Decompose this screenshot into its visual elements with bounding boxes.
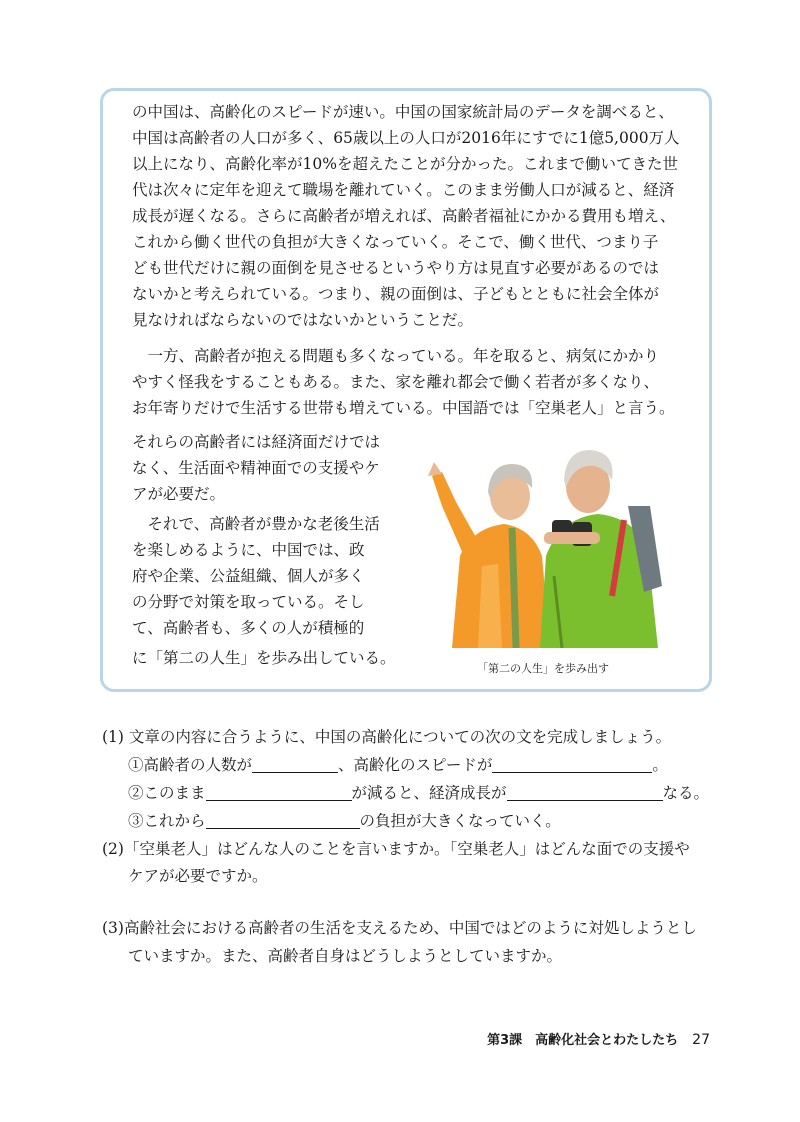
passage-line: の中国は、高齢化のスピードが速い。中国の国家統計局のデータを調べると、 <box>132 103 674 121</box>
elderly-couple-photo <box>412 436 674 648</box>
question-text: 文章の内容に合うように、中国の高齢化についての次の文を完成しましょう。 <box>128 728 672 746</box>
passage-line: て、高齢者も、多くの人が積極的 <box>132 619 365 637</box>
sentence-text: なる。 <box>662 784 710 802</box>
sentence-text: 。 <box>652 756 668 774</box>
passage-line: それらの高齢者には経済面だけでは <box>132 433 381 451</box>
sentence-text: 、高齢化のスピードが <box>338 756 493 774</box>
passage-line: アが必要だ。 <box>132 485 226 503</box>
passage-line: 一方、高齢者が抱える問題も多くなっている。年を取ると、病気にかかり <box>132 347 660 365</box>
question-3-line-2: ていますか。また、高齢者自身はどうしようとしていますか。 <box>128 947 563 965</box>
passage-line: これから働く世代の負担が大きくなっていく。そこで、働く世代、つまり子 <box>132 233 659 251</box>
passage-line: なく、生活面や精神面での支援やケ <box>132 459 380 477</box>
answer-blank[interactable] <box>206 784 352 801</box>
question-number: (3) <box>102 919 124 937</box>
answer-blank[interactable] <box>507 784 663 801</box>
question-text: 「空巣老人」はどんな人のことを言いますか。「空巣老人」はどんな面での支援や <box>123 840 690 858</box>
passage-line: の分野で対策を取っている。そし <box>132 593 365 611</box>
passage-line: 以上になり、高齢化率が10%を超えたことが分かった。これまで働いてきた世 <box>132 155 678 173</box>
passage-line: お年寄りだけで生活する世帯も増えている。中国語では「空巣老人」と言う。 <box>132 399 675 417</box>
sentence-text: ①高齢者の人数が <box>128 756 253 774</box>
passage-line: 中国は高齢者の人口が多く、65歳以上の人口が2016年にすでに1億5,000万人 <box>132 129 680 147</box>
sentence-text: が減ると、経済成長が <box>351 784 507 802</box>
passage-line: を楽しめるように、中国では、政 <box>132 541 365 559</box>
passage-line: やすく怪我をすることもある。また、家を離れ都会で働く若者が多くなり、 <box>132 373 660 391</box>
passage-line: に「第二の人生」を歩み出している。 <box>132 649 396 667</box>
answer-blank[interactable] <box>252 756 338 773</box>
question-text: 高齢社会における高齢者の生活を支えるため、中国ではどのように対処しようとし <box>123 919 697 937</box>
page-footer <box>480 1029 710 1048</box>
question-1-sentence-1 <box>128 755 668 775</box>
photo-caption: 「第二の人生」を歩み出す <box>477 662 609 675</box>
question-2 <box>102 839 690 859</box>
sentence-text: ②このまま <box>128 784 206 802</box>
passage-line: ないかと考えられている。つまり、親の面倒は、子どもとともに社会全体が <box>132 285 660 303</box>
sentence-text: ③これから <box>128 812 206 830</box>
answer-blank[interactable] <box>206 812 360 829</box>
chapter-title: 第3課 高齢化社会とわたしたち <box>487 1033 679 1048</box>
question-1-sentence-2 <box>128 783 709 803</box>
passage-line: 代は次々に定年を迎えて職場を離れていく。このまま労働人口が減ると、経済 <box>132 181 675 199</box>
passage-line: 見なければならないのではないかということだ。 <box>132 311 474 329</box>
passage-line: 府や企業、公益組織、個人が多く <box>132 567 365 585</box>
question-1 <box>102 727 671 747</box>
question-3 <box>102 918 697 938</box>
passage-line: ども世代だけに親の面倒を見させるというやり方は見直す必要があるのでは <box>132 259 660 277</box>
passage-line: 成長が遅くなる。さらに高齢者が増えれば、高齢者福祉にかかる費用も増え、 <box>132 207 676 225</box>
question-number: (1) <box>102 728 124 746</box>
page-number: 27 <box>692 1032 710 1048</box>
sentence-text: の負担が大きくなっていく。 <box>359 812 561 830</box>
question-number: (2) <box>102 840 124 858</box>
question-2-line-2: ケアが必要ですか。 <box>128 867 268 885</box>
answer-blank[interactable] <box>492 756 652 773</box>
passage-line: それで、高齢者が豊かな老後生活 <box>132 515 380 533</box>
question-1-sentence-3 <box>128 811 561 831</box>
